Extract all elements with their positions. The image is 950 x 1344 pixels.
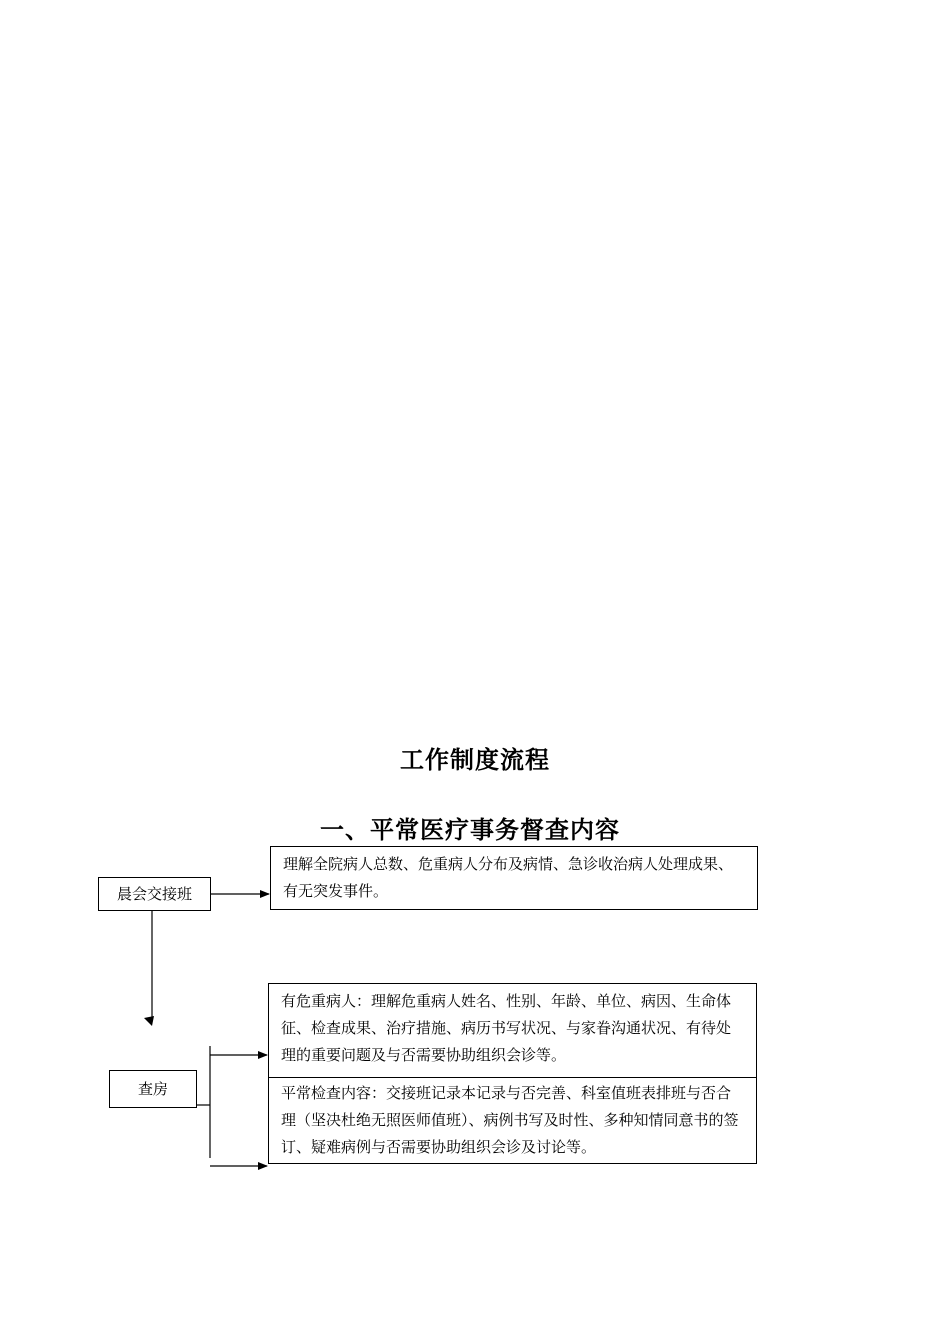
morning-meeting-detail-text: 理解全院病人总数、危重病人分布及病情、急诊收治病人处理成果、有无突发事件。 (283, 855, 734, 900)
critical-patient-detail: 有危重病人：理解危重病人姓名、性别、年龄、单位、病因、生命体征、检查成果、治疗措施、病历书写状况、与家眷沟通状况、有待处理的重要问题及与否需要协助组织会诊等。 (269, 984, 756, 1078)
node-ward-round (109, 1070, 197, 1108)
node-ward-round-label: 查房 (137, 1080, 168, 1098)
arrow-head-down (144, 1016, 154, 1026)
ward-round-detail-box (268, 983, 757, 1164)
node-morning-meeting-label: 晨会交接班 (116, 885, 192, 903)
routine-check-detail: 平常检查内容：交接班记录本记录与否完善、科室值班表排班与否合理（坚决杜绝无照医师值班）、病例书写及时性、多种知情同意书的签订、疑难病例与否需要协助组织会诊及讨论等。 (281, 1084, 739, 1156)
morning-meeting-detail-box (270, 846, 758, 910)
node-morning-meeting (98, 877, 211, 911)
document-title: 工作制度流程 (400, 746, 550, 774)
section-heading: 一、平常医疗事务督查内容 (320, 816, 620, 844)
